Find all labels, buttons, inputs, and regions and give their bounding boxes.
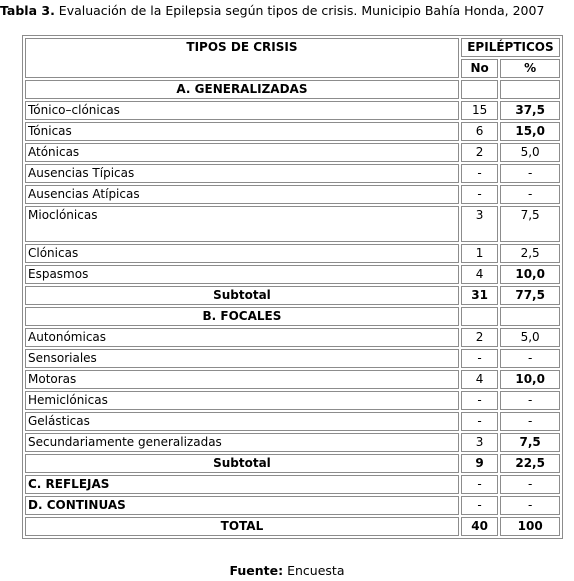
continuas-row [25, 496, 560, 515]
table-row [25, 164, 560, 183]
crisis-type-name: Ausencias Atípicas [25, 185, 459, 204]
table-caption [0, 3, 574, 18]
count-cell: - [461, 164, 498, 183]
epilepsy-table [22, 35, 563, 539]
source-text: Encuesta [283, 563, 345, 578]
subtotal-b-row-count: 9 [461, 454, 498, 473]
crisis-type-name: Espasmos [25, 265, 459, 284]
table-row [25, 370, 560, 389]
empty-cell [461, 307, 498, 326]
total-row-count: 40 [461, 517, 498, 536]
subtotal-b-row [25, 454, 560, 473]
percent-cell: 37,5 [500, 101, 560, 120]
reflejas-percent: - [500, 475, 560, 494]
caption-text: Evaluación de la Epilepsia según tipos de crisis. Municipio Bahía Honda, 2007 [54, 3, 545, 18]
caption-label: Tabla 3. [0, 3, 55, 18]
subtotal-a-row-count: 31 [461, 286, 498, 305]
crisis-type-name: Sensoriales [25, 349, 459, 368]
table-row [25, 101, 560, 120]
percent-cell: 5,0 [500, 328, 560, 347]
reflejas-row [25, 475, 560, 494]
subtotal-a-row [25, 286, 560, 305]
count-cell: 1 [461, 244, 498, 263]
percent-cell: - [500, 349, 560, 368]
crisis-type-name: Tónico–clónicas [25, 101, 459, 120]
table-row [25, 143, 560, 162]
total-row [25, 517, 560, 536]
section-b-title: B. FOCALES [25, 307, 459, 326]
count-cell: 15 [461, 101, 498, 120]
crisis-type-name: Gelásticas [25, 412, 459, 431]
reflejas-label: C. REFLEJAS [25, 475, 459, 494]
header-tipos: TIPOS DE CRISIS [25, 38, 459, 78]
table-row [25, 391, 560, 410]
total-row-label: TOTAL [25, 517, 459, 536]
crisis-type-name: Clónicas [25, 244, 459, 263]
crisis-type-name: Tónicas [25, 122, 459, 141]
reflejas-count: - [461, 475, 498, 494]
subtotal-a-row-percent: 77,5 [500, 286, 560, 305]
table-row [25, 412, 560, 431]
header-pct: % [500, 59, 560, 78]
crisis-type-name: Hemiclónicas [25, 391, 459, 410]
percent-cell: - [500, 412, 560, 431]
count-cell: 3 [461, 206, 498, 242]
table-row [25, 433, 560, 452]
table-row [25, 328, 560, 347]
total-row-percent: 100 [500, 517, 560, 536]
table-row [25, 185, 560, 204]
section-b-row [25, 307, 560, 326]
subtotal-b-row-percent: 22,5 [500, 454, 560, 473]
table-row [25, 265, 560, 284]
header-no: No [461, 59, 498, 78]
empty-cell [500, 80, 560, 99]
count-cell: - [461, 349, 498, 368]
crisis-type-name: Ausencias Típicas [25, 164, 459, 183]
percent-cell: 2,5 [500, 244, 560, 263]
subtotal-b-row-label: Subtotal [25, 454, 459, 473]
subtotal-a-row-label: Subtotal [25, 286, 459, 305]
percent-cell: 7,5 [500, 206, 560, 242]
continuas-count: - [461, 496, 498, 515]
source-note [0, 563, 574, 578]
percent-cell: - [500, 391, 560, 410]
crisis-type-name: Secundariamente generalizadas [25, 433, 459, 452]
empty-cell [461, 80, 498, 99]
percent-cell: - [500, 185, 560, 204]
count-cell: 4 [461, 370, 498, 389]
percent-cell: 5,0 [500, 143, 560, 162]
table-row [25, 244, 560, 263]
percent-cell: 10,0 [500, 370, 560, 389]
table-row [25, 206, 560, 242]
percent-cell: 7,5 [500, 433, 560, 452]
count-cell: 6 [461, 122, 498, 141]
continuas-label: D. CONTINUAS [25, 496, 459, 515]
percent-cell: 15,0 [500, 122, 560, 141]
count-cell: 2 [461, 328, 498, 347]
crisis-type-name: Atónicas [25, 143, 459, 162]
count-cell: 3 [461, 433, 498, 452]
count-cell: - [461, 185, 498, 204]
section-a-row [25, 80, 560, 99]
table-container [22, 35, 563, 539]
header-row [25, 38, 560, 57]
crisis-type-name: Autonómicas [25, 328, 459, 347]
count-cell: - [461, 412, 498, 431]
percent-cell: - [500, 164, 560, 183]
count-cell: 4 [461, 265, 498, 284]
table-body [25, 38, 560, 536]
section-a-title: A. GENERALIZADAS [25, 80, 459, 99]
empty-cell [500, 307, 560, 326]
table-row [25, 122, 560, 141]
continuas-percent: - [500, 496, 560, 515]
count-cell: 2 [461, 143, 498, 162]
count-cell: - [461, 391, 498, 410]
crisis-type-name: Motoras [25, 370, 459, 389]
header-epilepticos: EPILÉPTICOS [461, 38, 560, 57]
crisis-type-name: Mioclónicas [25, 206, 459, 242]
table-row [25, 349, 560, 368]
source-label: Fuente: [229, 563, 284, 578]
percent-cell: 10,0 [500, 265, 560, 284]
